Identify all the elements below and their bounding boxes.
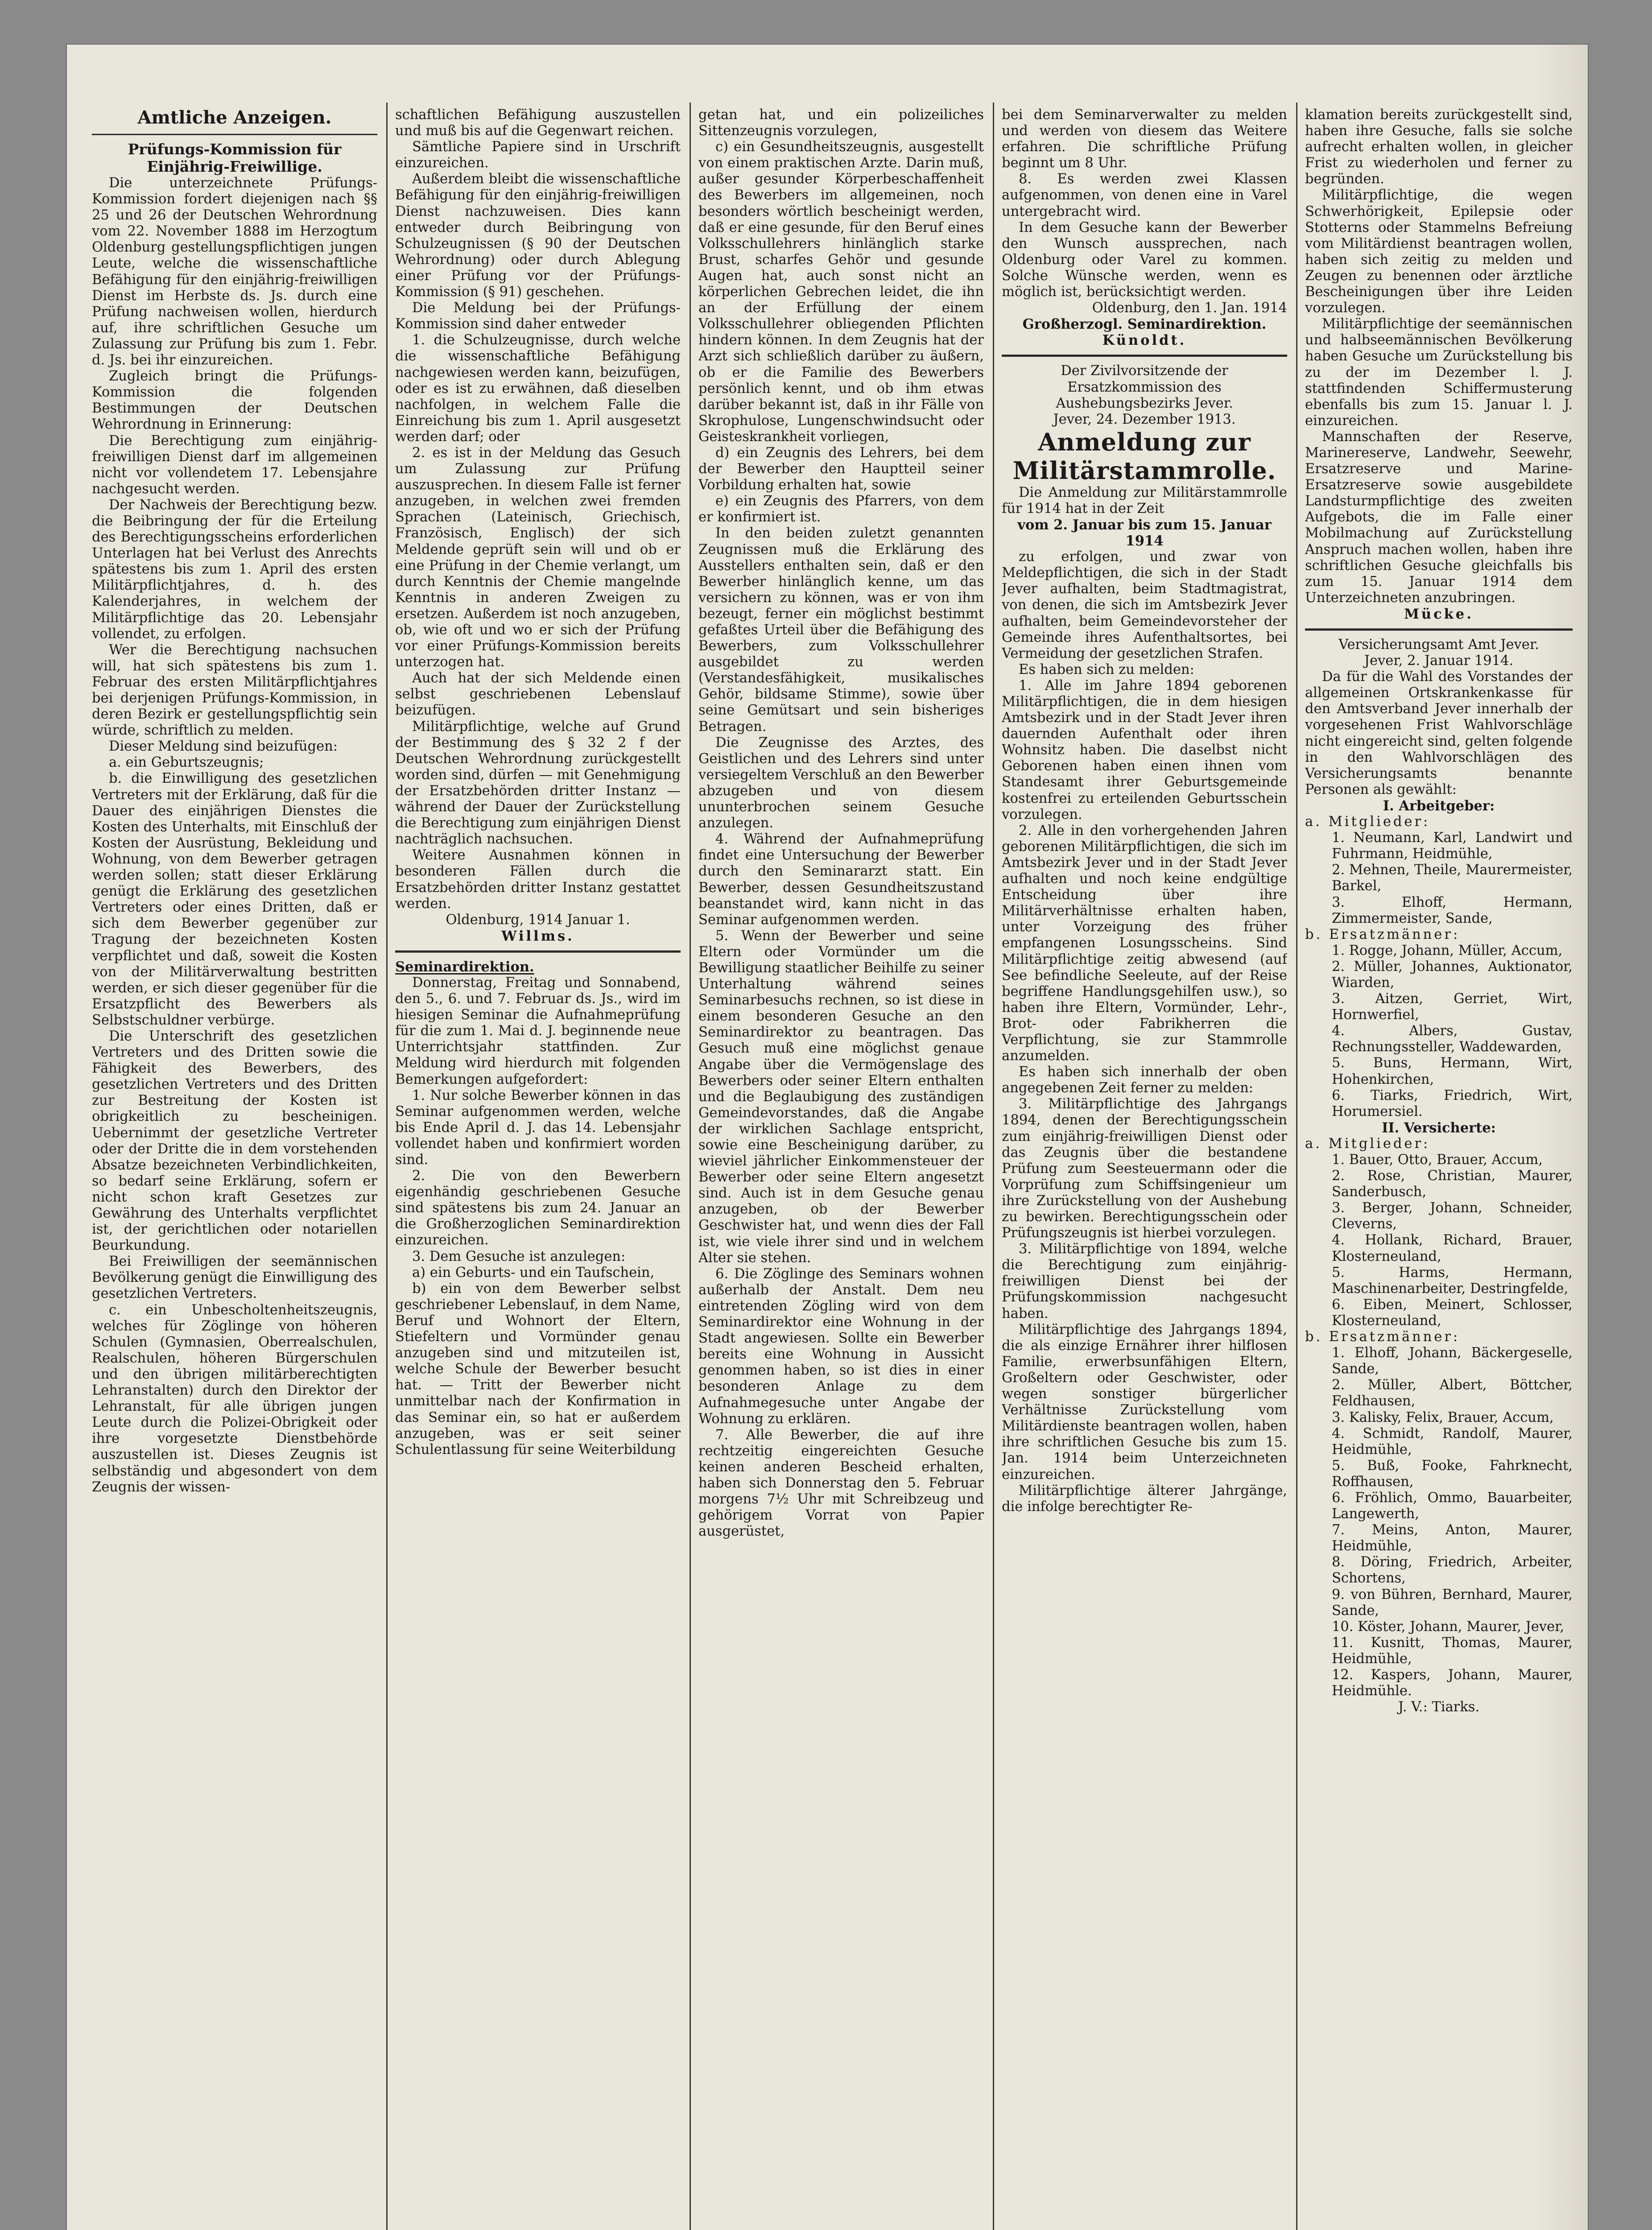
member-entry: 3. Elhoff, Hermann, Zimmermeister, Sande, [1332, 894, 1573, 926]
member-entry: 3. Aitzen, Gerriet, Wirt, Hornwerfiel, [1332, 991, 1573, 1023]
divider [1305, 628, 1573, 631]
member-entry: 1. Elhoff, Johann, Bäckergeselle, Sande, [1332, 1345, 1573, 1377]
list-item: 1. Nur solche Bewerber können in das Seminar aufgenommen werden, welche bis Ende April d. J. das 14. Lebensjahr vollendet haben und konfirmiert worden sind. [395, 1087, 681, 1168]
column-1 [92, 107, 377, 2230]
member-entry: 2. Müller, Albert, Böttcher, Feldhausen, [1332, 1377, 1573, 1409]
list-item: 6. Die Zöglinge des Seminars wohnen außerhalb der Anstalt. Dem neu eintretenden Zögling wird von dem Seminardirektor eine Wohnung in der Stadt angewiesen. Sollte ein Bewerber bereits eine Wohnung in Aussicht genommen haben, so ist dies in einer besonderen Anlage zu dem Aufnahmegesuche unter Angabe der Wohnung zu erklären. [698, 1266, 984, 1427]
list-item: 3. Militärpflichtige des Jahrgangs 1894, denen der Berechtigungsschein zum einjährig-freiwilligen Dienst oder das Zeugnis über die bestandene Prüfung zum Seesteuermann oder die Vorprüfung zum Schiffsingenieur um ihre Zurückstellung von der Aushebung zu bewirken. Berechtigungsschein oder Prüfungszeugnis ist hierbei vorzulegen. [1002, 1096, 1287, 1241]
list-item: c) ein Gesundheitszeugnis, ausgestellt von einem praktischen Arzte. Darin muß, außer gesunder Körperbeschaffenheit des Bewerbers im allgemeinen, noch besonders wörtlich bescheinigt werden, daß er eine gesunde, für den Beruf eines Volksschullehrers hinlänglich starke Brust, scharfes Gehör und gesunde Augen hat, auch sonst nicht an körperlichen Gebrechen leidet, die ihn an der Erfüllung der einem Volksschullehrer obliegenden Pflichten hindern können. In dem Zeugnis hat der Arzt sich schließlich darüber zu äußern, ob er die Familie des Bewerbers persönlich kennt, und ob ihm etwas darüber bekannt ist, daß in ihr Fälle von Skrophulose, Lungenschwindsucht oder Geisteskrankheit vorliegen, [698, 139, 984, 445]
notice-heading: Seminardirektion. [395, 958, 534, 975]
member-entry: 1. Neumann, Karl, Landwirt und Fuhrmann, Heidmühle, [1332, 830, 1573, 862]
date-line: Jever, 2. Januar 1914. [1364, 653, 1514, 669]
paragraph: Militärpflichtige, die wegen Schwerhörigkeit, Epilepsie oder Stotterns oder Stammelns Befreiung vom Militärdienst beantragen wollen, haben sich zeitig zu melden und Zeugen zu benennen oder ärztliche Bescheinigungen über ihre Leiden vorzulegen. [1305, 187, 1573, 316]
member-entry: 6. Fröhlich, Ommo, Bauarbeiter, Langewerth, [1332, 1490, 1573, 1522]
subheading: a. Mitglieder: [1305, 1136, 1430, 1152]
member-entry: 5. Buß, Fooke, Fahrknecht, Roffhausen, [1332, 1458, 1573, 1490]
column-rule [690, 103, 691, 2230]
member-entry: 6. Tiarks, Friedrich, Wirt, Horumersiel. [1332, 1087, 1573, 1119]
headline-line-2: Militärstammrolle. [1012, 456, 1276, 485]
member-entry: 2. Müller, Johannes, Auktionator, Wiarden, [1332, 958, 1573, 991]
list-item: a) ein Geburts- und ein Taufschein, [412, 1264, 655, 1280]
subheading: a. Mitglieder: [1305, 814, 1430, 830]
paragraph: Weitere Ausnahmen können in besonderen Fällen durch die Ersatzbehörden dritter Instanz gestattet werden. [395, 847, 681, 912]
paragraph: Militärpflichtige der seemännischen und halbseemännischen Bevölkerung haben Gesuche um Zurückstellung bis zu der im Dezember l. J. stattfindenden Schiffermusterung ebenfalls bis zum 15. Januar l. J. einzureichen. [1305, 316, 1573, 429]
paragraph: Da für die Wahl des Vorstandes der allgemeinen Ortskrankenkasse für den Amtsverband Jever innerhalb der vorgesehenen Frist Wahlvorschläge nicht eingereicht sind, gelten folgende in den Wahlvorschlägen des Versicherungsamts benannte Personen als gewählt: [1305, 669, 1573, 797]
date-line: Oldenburg, den 1. Jan. 1914 [1092, 300, 1287, 316]
list-item: 1. die Schulzeugnisse, durch welche die wissenschaftliche Befähigung nachgewiesen werden kann, beizufügen, oder es ist zu erwähnen, daß dieselben nachfolgen, in welchem Falle die Einreichung bis zum 1. April ausgesetzt werden darf; oder [395, 332, 681, 445]
subheading: I. Arbeitgeber: [1383, 797, 1495, 814]
list-item: d) ein Zeugnis des Lehrers, bei dem der Bewerber den Hauptteil seiner Vorbildung erhalten hat, sowie [698, 445, 984, 493]
member-entry: 2. Mehnen, Theile, Maurermeister, Barkel, [1332, 862, 1573, 894]
list-item: 2. es ist in der Meldung das Gesuch um Zulassung zur Prüfung auszusprechen. In diesem Falle ist ferner anzugeben, in welchen zwei fremden Sprachen (Lateinisch, Griechisch, Französisch, Englisch) der sich Meldende geprüft sein will und ob er eine Prüfung in der Chemie verlangt, um durch Kenntnis der Chemie mangelnde Kenntnis in anderen Zweigen zu ersetzen. Außerdem ist noch anzugeben, ob, wie oft und wo er sich der Prüfung vor einer Prüfungs-Kommission bereits unterzogen hat. [395, 445, 681, 670]
signature: J. V.: Tiarks. [1398, 1699, 1480, 1715]
list-item: 1. Alle im Jahre 1894 geborenen Militärpflichtigen, die in dem hiesigen Amtsbezirk und in der Stadt Jever ihren dauernden Aufenthalt oder ihren Wohnsitz haben. Die daselbst nicht Geborenen haben einen ihnen vom Standesamt ihrer Geburtsgemeinde kostenfrei zu erteilenden Geburtsschein vorzulegen. [1002, 677, 1287, 822]
member-entry: 3. Kalisky, Felix, Brauer, Accum, [1332, 1409, 1554, 1425]
member-entry: 12. Kaspers, Johann, Maurer, Heidmühle. [1332, 1667, 1573, 1699]
paragraph: In dem Gesuche kann der Bewerber den Wunsch aussprechen, nach Oldenburg oder Varel zu kommen. Solche Wünsche werden, wenn es möglich ist, berücksichtigt werden. [1002, 219, 1287, 300]
column-rule [1296, 103, 1297, 2230]
member-entry: 11. Kusnitt, Thomas, Maurer, Heidmühle, [1332, 1635, 1573, 1667]
member-entry: 4. Hollank, Richard, Brauer, Klosterneuland, [1332, 1232, 1573, 1264]
member-entry: 6. Eiben, Meinert, Schlosser, Klosterneuland, [1332, 1297, 1573, 1329]
paragraph: Mannschaften der Reserve, Marinereserve, Landwehr, Seewehr, Ersatzreserve und Marine-Ersatzreserve sowie ausgebildete Landsturmpflichtige des zweiten Aufgebots, die im Falle einer Mobilmachung auf Zurückstellung Anspruch machen wollen, haben ihre schriftlichen Gesuche gleichfalls bis zum 15. Januar 1914 dem Unterzeichneten anzubringen. [1305, 429, 1573, 606]
paragraph: getan hat, und ein polizeiliches Sittenzeugnis vorzulegen, [698, 107, 984, 139]
date-range: vom 2. Januar bis zum 15. Januar 1914 [1017, 516, 1272, 549]
list-item: 3. Dem Gesuche ist anzulegen: [412, 1248, 626, 1264]
date-line: Jever, 24. Dezember 1913. [1053, 411, 1236, 427]
list-item: 2. Alle in den vorhergehenden Jahren geborenen Militärpflichtigen, die sich im Amtsbezirk Jever und in der Stadt Jever aufhalten und noch keine endgültige Entscheidung über ihre Militärverhältnisse erhalten haben, unter Vorzeigung des früher empfangenen Losungsscheins. Sind Militärpflichtige zeitig abwesend (auf See befindliche Seeleute, auf der Reise begriffene Handlungsgehilfen usw.), so haben ihre Eltern, Vormünder, Lehr-, Brot- oder Fabrikherren die Verpflichtung, sie zur Stammrolle anzumelden. [1002, 822, 1287, 1064]
divider [1002, 355, 1287, 357]
member-entry: 8. Döring, Friedrich, Arbeiter, Schortens, [1332, 1554, 1573, 1586]
list-item: 3. Militärpflichtige von 1894, welche die Berechtigung zum einjährig-freiwilligen Dienst bei der Prüfungskommission nachgesucht haben. [1002, 1241, 1287, 1321]
divider [395, 950, 681, 953]
subheading: II. Versicherte: [1382, 1119, 1496, 1136]
member-entry: 1. Rogge, Johann, Müller, Accum, [1332, 942, 1563, 958]
paragraph: Die Zeugnisse des Arztes, des Geistlichen und des Lehrers sind unter versiegeltem Verschluß an den Bewerber abzugeben und von diesem ununterbrochen seinem Gesuche anzulegen. [698, 735, 984, 831]
member-entry: 2. Rose, Christian, Maurer, Sanderbusch, [1332, 1168, 1573, 1200]
paragraph: schaftlichen Befähigung auszustellen und muß bis auf die Gegenwart reichen. [395, 107, 681, 139]
list-item: b) ein von dem Bewerber selbst geschriebener Lebenslauf, in dem Name, Beruf und Wohnort der Eltern, Stiefeltern und Vormünder genau anzugeben sind und mitzuteilen ist, welche Schule der Bewerber besucht hat. — Tritt der Bewerber nicht unmittelbar nach der Konfirmation in das Seminar ein, so hat er außerdem anzugeben, was er seit seiner Schulentlassung für seine Weiterbildung [395, 1280, 681, 1458]
column-rule [386, 103, 388, 2230]
paragraph: Es haben sich innerhalb der oben angegebenen Zeit ferner zu melden: [1002, 1064, 1287, 1096]
list-item: b. die Einwilligung des gesetzlichen Vertreters mit der Erklärung, daß für die Dauer des einjährigen Dienstes die Kosten des Unterhalts, mit Einschluß der Kosten der Ausrüstung, Bekleidung und Wohnung, von dem Bewerber getragen werden sollen; statt dieser Erklärung genügt die Erklärung des gesetzlichen Vertreters oder eines Dritten, daß er sich dem Bewerber gegenüber zur Tragung der bezeichneten Kosten verpflichtet und daß, soweit die Kosten von der Militärverwaltung bestritten werden, er sich dieser gegenüber für die Ersatzpflicht des Bewerbers als Selbstschuldner verbürge. [92, 771, 377, 1028]
paragraph: Die Meldung bei der Prüfungs-Kommission sind daher entweder [395, 300, 681, 332]
member-entry: 5. Buns, Hermann, Wirt, Hohenkirchen, [1332, 1055, 1573, 1087]
list-item: 4. Während der Aufnahmeprüfung findet eine Untersuchung der Bewerber durch den Seminararzt statt. Ein Bewerber, dessen Gesundheitszustand beanstandet wird, kann nicht in das Seminar aufgenommen werden. [698, 831, 984, 928]
section-heading: Amtliche Anzeigen. [137, 107, 332, 128]
date-line: Oldenburg, 1914 Januar 1. [446, 912, 630, 928]
subheading: b. Ersatzmänner: [1305, 1329, 1460, 1345]
member-entry: 1. Bauer, Otto, Brauer, Accum, [1332, 1152, 1543, 1168]
list-item: a. ein Geburtszeugnis; [109, 755, 264, 771]
paragraph: In den beiden zuletzt genannten Zeugnissen muß die Erklärung des Ausstellers enthalten sein, daß er den Bewerber hinlänglich kenne, um das versichern zu können, was er von ihm bezeugt, ferner ein möglichst bestimmt gefaßtes Urteil über die Befähigung des Bewerbers, zum Volksschullehrer ausgebildet zu werden (Verstandesfähigkeit, musikalisches Gehör, bildsame Stimme), sowie über seine Gemütsart und sein bisheriges Betragen. [698, 525, 984, 735]
paragraph: Auch hat der sich Meldende einen selbst geschriebenen Lebenslauf beizufügen. [395, 670, 681, 719]
authority-line: Der Zivilvorsitzende der Ersatzkommission des Aushebungsbezirks Jever. [1056, 363, 1233, 411]
paragraph: Die Unterschrift des gesetzlichen Vertreters und des Dritten sowie die Fähigkeit des Bewerbers, des gesetzlichen Vertreters und des Dritten zur Bestreitung der Kosten ist obrigkeitlich zu bescheinigen. Uebernimmt der gesetzliche Vertreter oder der Dritte die in dem vorstehenden Absatze bezeichneten Verbindlichkeiten, so bedarf seine Erklärung, sofern er nicht schon kraft Gesetzes zur Gewährung des Unterhalts verpflichtet ist, der gerichtlichen oder notariellen Beurkundung. [92, 1028, 377, 1254]
list-item: e) ein Zeugnis des Pfarrers, von dem er konfirmiert ist. [698, 493, 984, 525]
notice-heading: Prüfungs-Kommission für Einjährig-Freiwillige. [128, 140, 342, 175]
paragraph: Zugleich bringt die Prüfungs-Kommission die folgenden Bestimmungen der Deutschen Wehrordnung in Erinnerung: [92, 368, 377, 433]
list-item: c. ein Unbescholtenheitszeugnis, welches für Zöglinge von höheren Schulen (Gymnasien, Oberrealschulen, Realschulen, höheren Bürgerschulen und den übrigen militärberechtigten Lehranstalten) durch den Direktor der Lehranstalt, für alle übrigen jungen Leute durch die Polizei-Obrigkeit oder ihre vorgesetzte Dienstbehörde auszustellen ist. Dieses Zeugnis ist selbständig und abgesondert von dem Zeugnis der wissen- [92, 1302, 377, 1495]
paragraph: Es haben sich zu melden: [1019, 661, 1194, 677]
list-item: 2. Die von den Bewerbern eigenhändig geschriebenen Gesuche sind spätestens bis zum 24. Januar an die Großherzoglichen Seminardirektion einzureichen. [395, 1168, 681, 1248]
column-2 [395, 107, 681, 2230]
paragraph: Außerdem bleibt die wissenschaftliche Befähigung für den einjährig-freiwilligen Dienst nachzuweisen. Dies kann entweder durch Beibringung von Schulzeugnissen (§ 90 der Deutschen Wehrordnung) oder durch Ablegung einer Prüfung vor der Prüfungs-Kommission (§ 91) geschehen. [395, 171, 681, 300]
column-5 [1305, 107, 1573, 2230]
paragraph: Die Berechtigung zum einjährig-freiwilligen Dienst darf im allgemeinen nicht vor vollendetem 17. Lebensjahre nachgesucht werden. [92, 433, 377, 497]
paragraph: Dieser Meldung sind beizufügen: [109, 739, 338, 755]
paragraph: Wer die Berechtigung nachsuchen will, hat sich spätestens bis zum 1. Februar des ersten Militärpflichtjahres bei derjenigen Prüfungs-Kommission, in deren Bezirk er gestellungspflichtig sein würde, schriftlich zu melden. [92, 642, 377, 739]
column-4 [1002, 107, 1287, 2230]
member-entry: 4. Schmidt, Randolf, Maurer, Heidmühle, [1332, 1425, 1573, 1458]
member-entry: 5. Harms, Hermann, Maschinenarbeiter, Destringfelde, [1332, 1264, 1573, 1297]
headline-line-1: Anmeldung zur [1038, 427, 1251, 456]
member-entry: 9. von Bühren, Bernhard, Maurer, Sande, [1332, 1586, 1573, 1619]
list-item: 5. Wenn der Bewerber und seine Eltern oder Vormünder um die Bewilligung staatlicher Beihilfe zu seiner Unterhaltung während seines Seminarbesuchs rechnen, so ist diese in einem besonderen Gesuche an den Seminardirektor zu beantragen. Das Gesuch muß eine möglichst genaue Angabe über die Vermögenslage des Bewerbers oder seiner Eltern enthalten und die Beglaubigung des zuständigen Gemeindevorstandes, daß die Angabe der wirklichen Sachlage entspricht, sowie eine Bescheinigung darüber, zu wieviel jährlicher Einkommensteuer der Bewerber oder seine Eltern angesetzt sind. Auch ist in dem Gesuche genau anzugeben, ob der Bewerber Geschwister hat, und wenn dies der Fall ist, wie viele ihrer sind und in welchem Alter sie stehen. [698, 928, 984, 1266]
subheading: b. Ersatzmänner: [1305, 926, 1460, 942]
paragraph: bei dem Seminarverwalter zu melden und werden von diesem das Weitere erfahren. Die schriftliche Prüfung beginnt um 8 Uhr. [1002, 107, 1287, 171]
paragraph: Militärpflichtige, welche auf Grund der Bestimmung des § 32 2 f der Deutschen Wehrordnung zurückgestellt worden sind, dürfen — mit Genehmigung der Ersatzbehörden dritter Instanz — während der Dauer der Zurückstellung die Berechtigung zum einjährigen Dienst nachträglich nachsuchen. [395, 719, 681, 847]
member-entry: 4. Albers, Gustav, Rechnungssteller, Waddewarden, [1332, 1023, 1573, 1055]
list-item: 7. Alle Bewerber, die auf ihre rechtzeitig eingereichten Gesuche keinen anderen Bescheid erhalten, haben sich Donnerstag den 5. Februar morgens 7½ Uhr mit Schreibzeug und gehörigem Vorrat von Papier ausgerüstet, [698, 1427, 984, 1540]
paragraph: Die unterzeichnete Prüfungs-Kommission fordert diejenigen nach §§ 25 und 26 der Deutschen Wehrordnung vom 22. November 1888 im Herzogtum Oldenburg gestellungspflichtigen jungen Leute, welche die wissenschaftliche Befähigung für den einjährig-freiwilligen Dienst im Herbste ds. Js. durch eine Prüfung nachweisen wollen, hierdurch auf, ihre schriftlichen Gesuche um Zulassung zur Prüfung bis zum 1. Febr. d. Js. bei ihr einzureichen. [92, 175, 377, 368]
paragraph: Der Nachweis der Berechtigung bezw. die Beibringung der für die Erteilung des Berechtigungsscheins erforderlichen Unterlagen hat bei Verlust des Anrechts spätestens bis zum 1. April des ersten Militärpflichtjahres, d. h. des Kalenderjahres, in welchem der Militärpflichtige das 20. Lebensjahr vollendet, zu erfolgen. [92, 497, 377, 642]
list-item: 8. Es werden zwei Klassen aufgenommen, von denen eine in Varel untergebracht wird. [1002, 171, 1287, 219]
paragraph: Donnerstag, Freitag und Sonnabend, den 5., 6. und 7. Februar ds. Js., wird im hiesigen Seminar die Aufnahmeprüfung für die zum 1. Mai d. J. beginnende neue Unterrichtsjahr stattfinden. Zur Meldung wird hierdurch mit folgenden Bemerkungen aufgefordert: [395, 975, 681, 1087]
paragraph: Militärpflichtige älterer Jahrgänge, die infolge berechtigter Re- [1002, 1483, 1287, 1515]
signature: Mücke. [1404, 606, 1474, 622]
divider [92, 134, 377, 135]
signature: Künoldt. [1102, 332, 1187, 349]
member-entry: 10. Köster, Johann, Maurer, Jever, [1332, 1619, 1564, 1635]
signature-office: Großherzogl. Seminardirektion. [1022, 316, 1267, 333]
paragraph: Die Anmeldung zur Militärstammrolle für 1914 hat in der Zeit [1002, 484, 1287, 516]
newspaper-page [67, 45, 1588, 2230]
column-rule [993, 103, 994, 2230]
column-3 [698, 107, 984, 2230]
paragraph: Bei Freiwilligen der seemännischen Bevölkerung genügt die Einwilligung des gesetzlichen Vertreters. [92, 1254, 377, 1302]
authority-line: Versicherungsamt Amt Jever. [1338, 637, 1539, 652]
member-entry: 3. Berger, Johann, Schneider, Cleverns, [1332, 1200, 1573, 1232]
paragraph: Sämtliche Papiere sind in Urschrift einzureichen. [395, 139, 681, 171]
paragraph: klamation bereits zurückgestellt sind, haben ihre Gesuche, falls sie solche aufrecht erhalten wollen, in gleicher Frist zu wiederholen und ferner zu begründen. [1305, 107, 1573, 187]
paragraph: zu erfolgen, und zwar von Meldepflichtigen, die sich in der Stadt Jever aufhalten, beim Stadtmagistrat, von denen, die sich im Amtsbezirk Jever aufhalten, beim Gemeindevorsteher der Gemeinde ihres Aufenthaltsortes, bei Vermeidung der gesetzlichen Strafen. [1002, 549, 1287, 661]
signature: Willms. [501, 928, 574, 944]
paragraph: Militärpflichtige des Jahrgangs 1894, die als einzige Ernährer ihrer hilflosen Familie, erwerbsunfähigen Eltern, Großeltern oder Geschwister, oder wegen sonstiger bürgerlicher Verhältnisse Zurückstellung vom Militärdienste beantragen wollen, haben ihre schriftlichen Gesuche bis zum 15. Jan. 1914 beim Unterzeichneten einzureichen. [1002, 1321, 1287, 1483]
member-entry: 7. Meins, Anton, Maurer, Heidmühle, [1332, 1522, 1573, 1554]
